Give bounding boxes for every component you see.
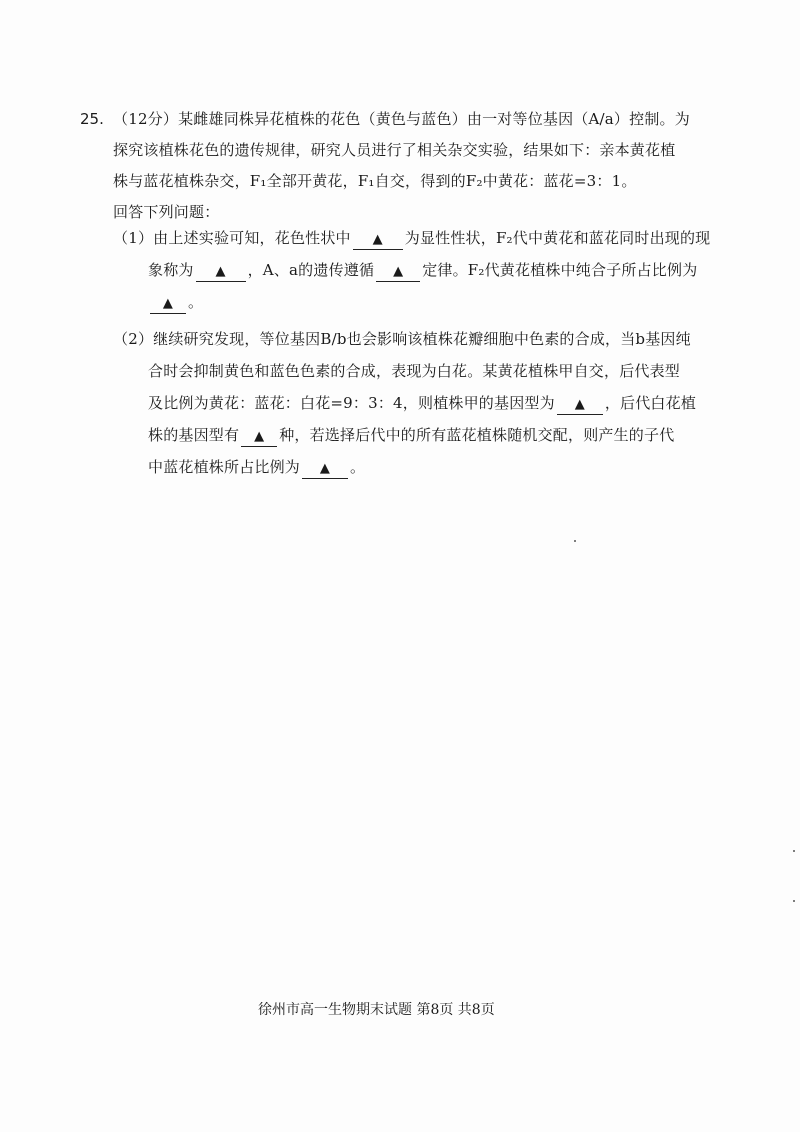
scan-speck (793, 850, 795, 852)
part2-line-5 (148, 457, 365, 479)
part1-text-a: （1）由上述实验可知，花色性状中 (113, 229, 351, 247)
answer-blank-7[interactable]: ▲ (302, 460, 348, 479)
question-number: 25. (80, 110, 104, 128)
part2-line-4 (148, 425, 674, 447)
part2-line-2: 合时会抑制黄色和蓝色色素的合成，表现为白花。某黄花植株甲自交，后代表型 (148, 362, 681, 380)
part2-line-3 (148, 393, 696, 415)
part1-text-f: 。 (188, 293, 204, 311)
part1-text-c: 象称为 (148, 261, 194, 279)
scan-speck (793, 900, 795, 902)
part2-line-1: （2）继续研究发现，等位基因B/b也会影响该植株花瓣细胞中色素的合成，当b基因纯 (113, 330, 691, 348)
answer-blank-4[interactable]: ▲ (150, 295, 186, 314)
part2-text-a: 及比例为黄花：蓝花：白花=9：3：4，则植株甲的基因型为 (148, 394, 555, 412)
part1-text-d: ，A、a的遗传遵循 (247, 261, 375, 279)
question-intro-line-2: 探究该植株花色的遗传规律，研究人员进行了相关杂交实验，结果如下：亲本黄花植 (113, 141, 676, 159)
part2-text-e: 中蓝花植株所占比例为 (148, 458, 301, 476)
question-intro-line-1: （12分）某雌雄同株异花植株的花色（黄色与蓝色）由一对等位基因（A/a）控制。为 (113, 110, 690, 128)
answer-blank-1[interactable]: ▲ (353, 231, 403, 250)
part1-line-3 (148, 292, 203, 314)
question-intro-line-3: 株与蓝花植株杂交，F₁全部开黄花，F₁自交，得到的F₂中黄花：蓝花=3：1。 (113, 172, 637, 190)
part2-text-d: 种，若选择后代中的所有蓝花植株随机交配，则产生的子代 (279, 426, 675, 444)
scan-speck (574, 540, 576, 542)
answer-blank-2[interactable]: ▲ (196, 263, 246, 282)
part1-text-e: 定律。F₂代黄花植株中纯合子所占比例为 (422, 261, 698, 279)
answer-blank-5[interactable]: ▲ (557, 396, 603, 415)
part2-text-f: 。 (350, 458, 366, 476)
part1-text-b: 为显性性状，F₂代中黄花和蓝花同时出现的现 (404, 229, 711, 247)
part2-text-b: ，后代白花植 (604, 394, 697, 412)
part1-line-2 (148, 260, 697, 282)
answer-blank-6[interactable]: ▲ (241, 428, 277, 447)
part2-text-c: 株的基因型有 (148, 426, 240, 444)
answer-blank-3[interactable]: ▲ (376, 263, 420, 282)
page-footer: 徐州市高一生物期末试题 第8页 共8页 (258, 1002, 495, 1018)
part1-line-1 (113, 228, 710, 250)
answer-prompt: 回答下列问题： (113, 203, 220, 221)
